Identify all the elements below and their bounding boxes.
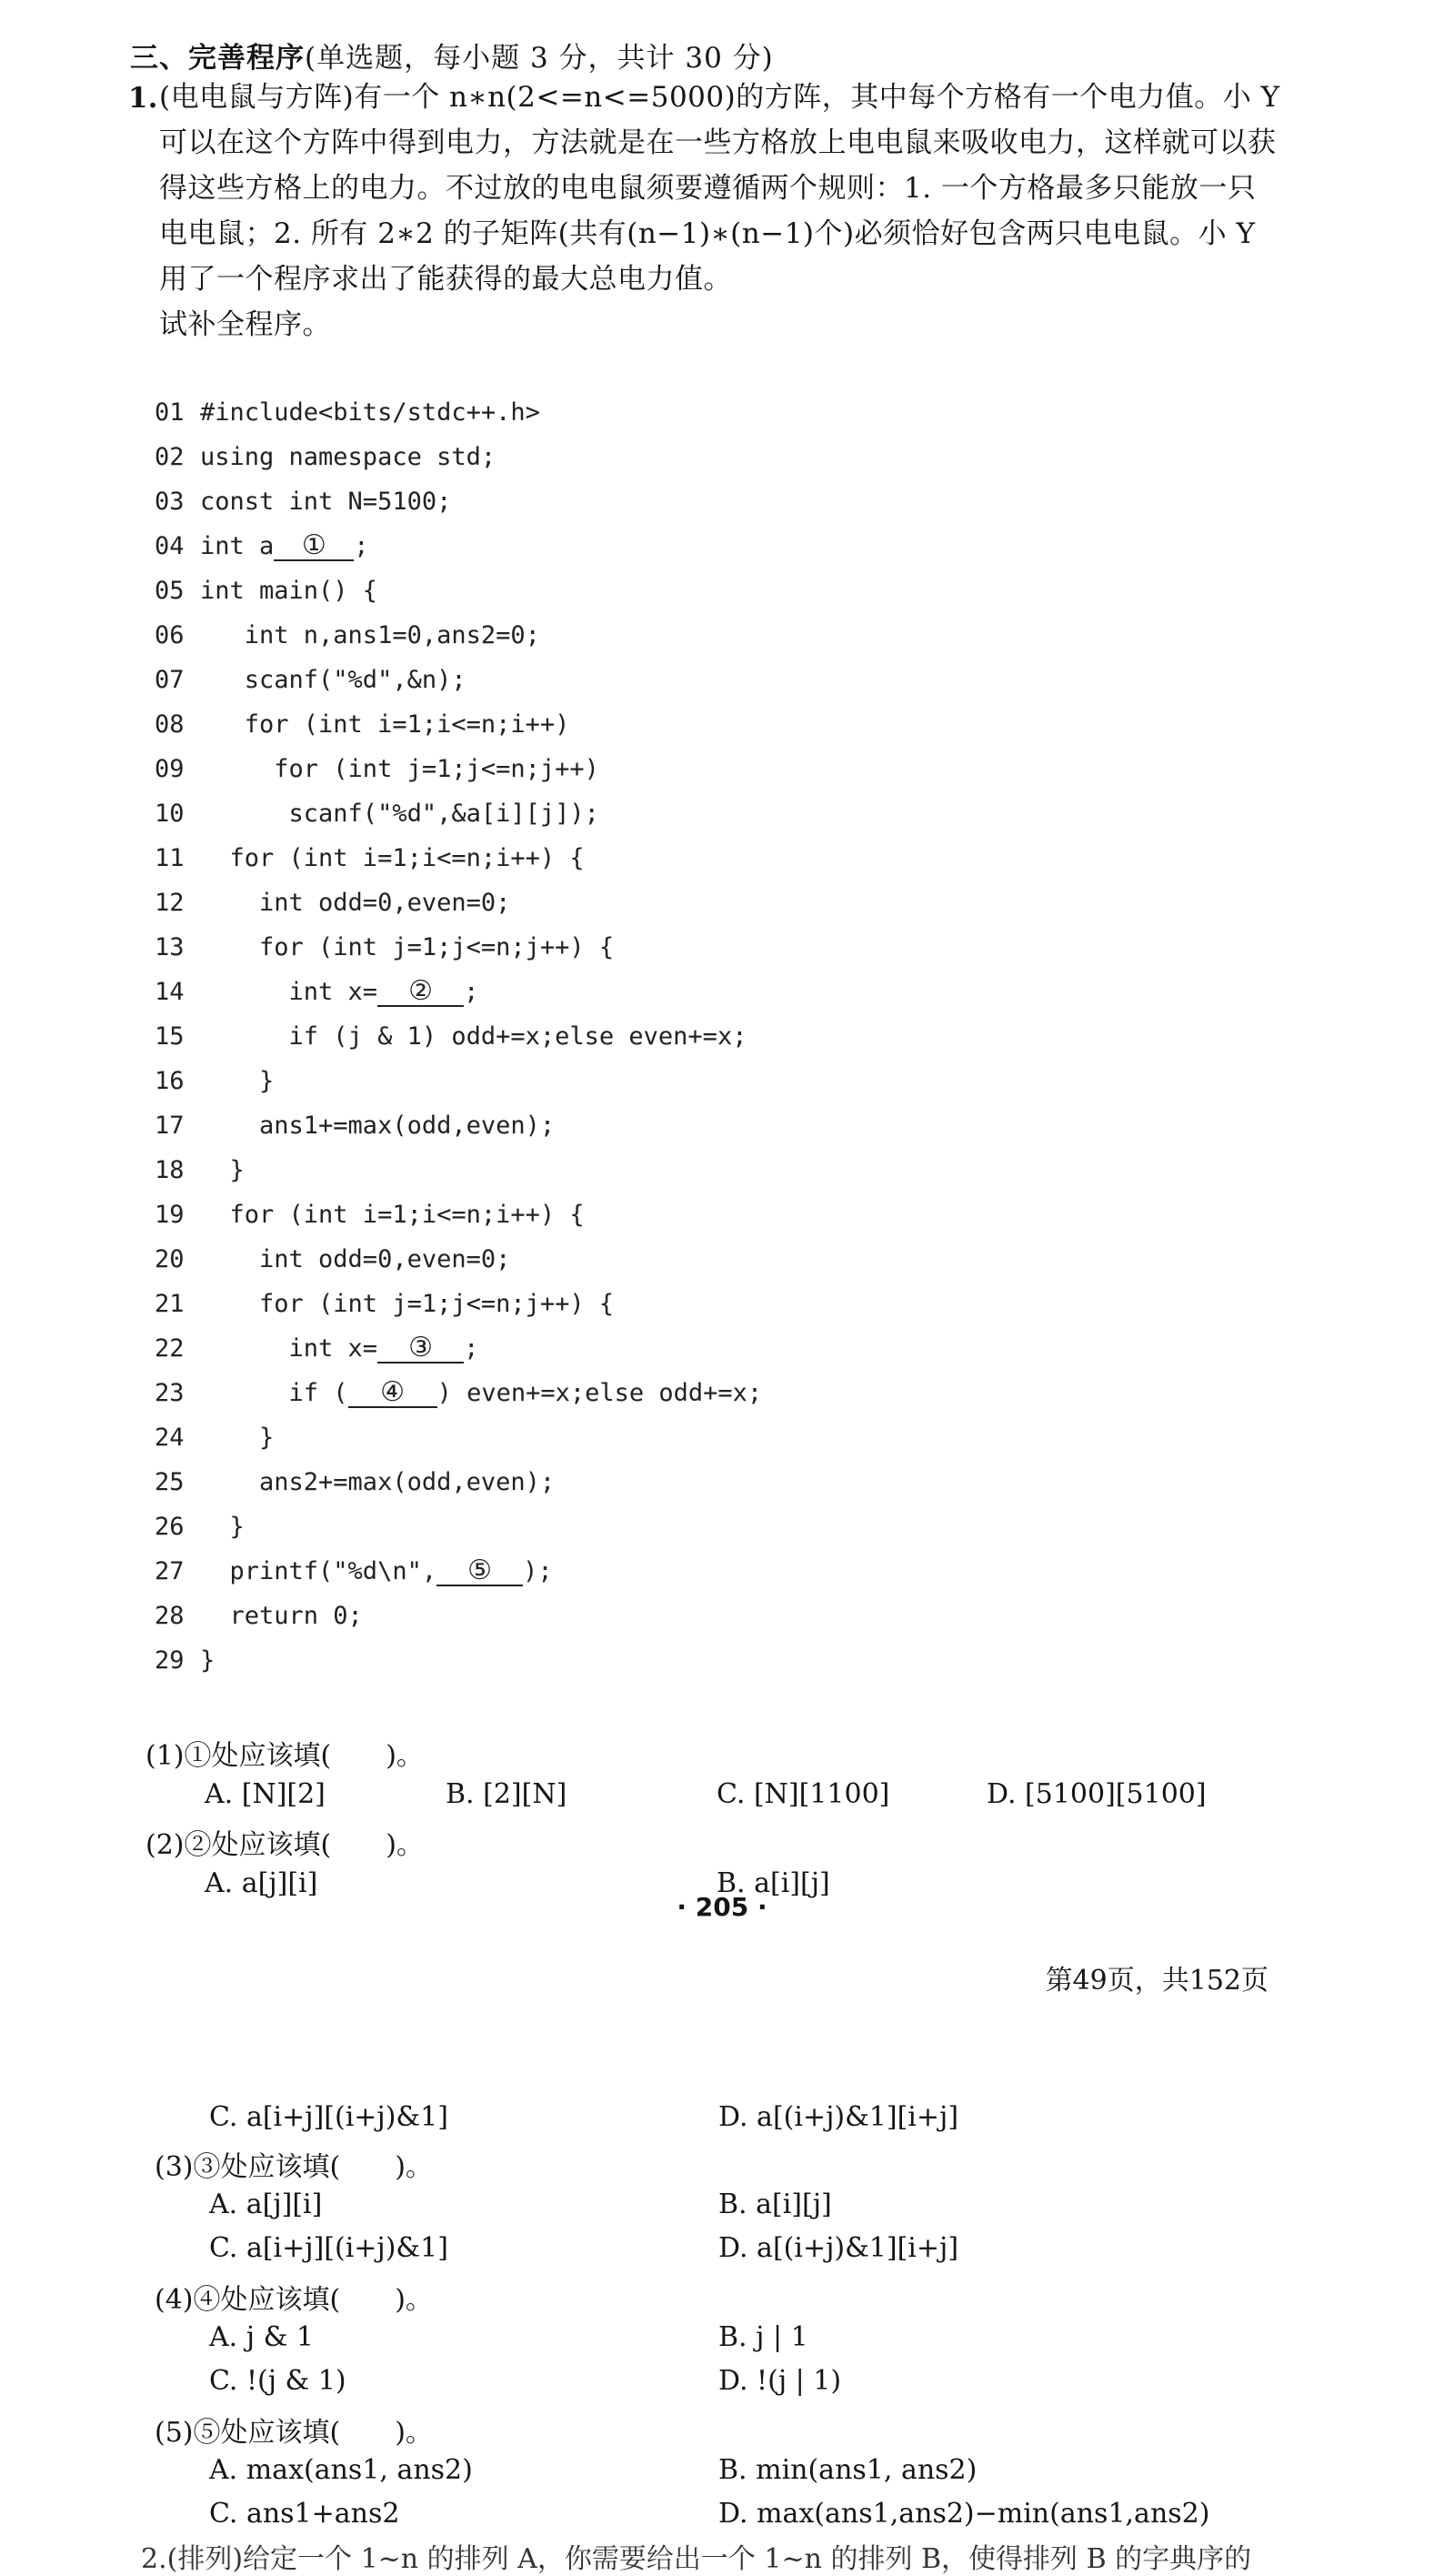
option-c: C. [N][1100] (717, 1778, 890, 1810)
code-line (155, 933, 614, 961)
option-d: D. a[(i+j)&1][i+j] (718, 2232, 959, 2264)
question-label: (2)②处应该填( )。 (145, 1829, 424, 1861)
line-number: 01 (155, 398, 185, 427)
code-line (155, 1602, 363, 1630)
line-number: 15 (155, 1022, 185, 1051)
code-line (155, 1112, 555, 1140)
code-text: int odd=0,even=0; (200, 889, 511, 917)
option-c: C. ans1+ans2 (209, 2498, 400, 2530)
code-line (155, 529, 369, 561)
code-text: for (int i=1;i<=n;i++) (200, 710, 570, 739)
code-text: int odd=0,even=0; (200, 1245, 511, 1273)
line-number: 04 (155, 532, 185, 560)
option-d: D. [5100][5100] (987, 1778, 1207, 1810)
code-line (155, 889, 510, 917)
code-text: ; (464, 978, 479, 1006)
question-label: (4)④处应该填( )。 (155, 2284, 433, 2316)
code-text: for (int j=1;j<=n;j++) { (200, 1290, 615, 1318)
code-line (155, 1513, 245, 1541)
line-number: 05 (155, 577, 185, 605)
line-number: 26 (155, 1513, 185, 1541)
code-line (155, 666, 466, 694)
code-text: int n,ans1=0,ans2=0; (200, 621, 540, 649)
option-d: D. max(ans1,ans2)−min(ans1,ans2) (718, 2498, 1210, 2530)
problem-number: 1. (128, 82, 158, 115)
line-number: 06 (155, 621, 185, 649)
question-label: (3)③处应该填( )。 (155, 2151, 433, 2183)
code-text: ; (464, 1334, 479, 1363)
code-text: } (200, 1513, 245, 1541)
code-line (155, 621, 540, 649)
option-a: A. max(ans1, ans2) (209, 2454, 473, 2486)
fill-blank: ③ (377, 1334, 464, 1363)
code-text: ; (354, 532, 369, 560)
fill-blank: ② (377, 978, 464, 1007)
option-a: A. [N][2] (205, 1778, 326, 1810)
code-line (155, 1424, 274, 1452)
page-number: · 205 · (677, 1892, 767, 1922)
code-text: } (200, 1424, 275, 1452)
line-number: 28 (155, 1602, 185, 1630)
code-text: printf("%d\n", (200, 1557, 437, 1585)
line-number: 07 (155, 666, 185, 694)
line-number: 13 (155, 933, 185, 961)
statement-line: 可以在这个方阵中得到电力，方法就是在一些方格放上电电鼠来吸收电力，这样就可以获 (159, 126, 1277, 159)
code-text: int main() { (200, 577, 378, 605)
line-number: 14 (155, 978, 185, 1006)
code-text: scanf("%d",&a[i][j]); (200, 800, 599, 828)
code-line (155, 1022, 747, 1051)
option-b: B. a[i][j] (718, 2189, 832, 2220)
code-line (155, 975, 479, 1007)
code-text: if (j & 1) odd+=x;else even+=x; (200, 1022, 747, 1051)
code-text: for (int i=1;i<=n;i++) { (200, 844, 585, 872)
code-text: } (200, 1156, 245, 1184)
line-number: 08 (155, 710, 185, 739)
line-number: 22 (155, 1334, 185, 1363)
fill-blank: ④ (348, 1379, 437, 1408)
line-number: 03 (155, 488, 185, 516)
option-c: C. a[i+j][(i+j)&1] (209, 2101, 448, 2133)
code-text: if ( (200, 1379, 348, 1407)
code-line (155, 844, 585, 872)
code-line (155, 398, 540, 427)
code-line (155, 755, 599, 783)
line-number: 09 (155, 755, 185, 783)
code-line (155, 710, 569, 739)
code-line (155, 1201, 585, 1229)
statement-line: (电电鼠与方阵)有一个 n∗n(2<=n<=5000)的方阵，其中每个方格有一个电力值。小 Y (159, 81, 1280, 114)
code-line (155, 1468, 555, 1496)
code-line (155, 1156, 245, 1184)
code-line (155, 1245, 510, 1273)
question-label: (5)⑤处应该填( )。 (155, 2417, 433, 2449)
code-text: for (int j=1;j<=n;j++) { (200, 933, 615, 961)
option-d: D. a[(i+j)&1][i+j] (718, 2101, 959, 2133)
code-text: int x= (200, 1334, 378, 1363)
line-number: 10 (155, 800, 185, 828)
code-line (155, 800, 599, 828)
option-b: B. a[i][j] (717, 1867, 830, 1899)
statement-line: 得这些方格上的电力。不过放的电电鼠须要遵循两个规则：1. 一个方格最多只能放一只 (159, 172, 1257, 205)
code-text: ans2+=max(odd,even); (200, 1468, 556, 1496)
fill-blank: ① (274, 532, 354, 561)
code-text: int x= (200, 978, 378, 1006)
section-title: 三、完善程序(单选题，每小题 3 分，共计 30 分) (130, 42, 774, 75)
code-text: ans1+=max(odd,even); (200, 1112, 556, 1140)
code-line (155, 488, 451, 516)
line-number: 12 (155, 889, 185, 917)
option-a: A. j & 1 (209, 2321, 314, 2353)
line-number: 23 (155, 1379, 185, 1407)
line-number: 11 (155, 844, 185, 872)
line-number: 20 (155, 1245, 185, 1273)
code-line (155, 1646, 215, 1675)
code-text: const int N=5100; (200, 488, 452, 516)
line-number: 21 (155, 1290, 185, 1318)
code-text: for (int i=1;i<=n;i++) { (200, 1201, 585, 1229)
code-text: ); (523, 1557, 553, 1585)
code-text: int a (200, 532, 275, 560)
code-line (155, 1334, 478, 1363)
option-b: B. min(ans1, ans2) (718, 2454, 978, 2486)
line-number: 18 (155, 1156, 185, 1184)
line-number: 16 (155, 1067, 185, 1095)
code-line (155, 1290, 614, 1318)
option-a: A. a[j][i] (205, 1867, 318, 1899)
line-number: 29 (155, 1646, 185, 1675)
page-indicator: 第49页，共152页 (1045, 1965, 1269, 1997)
fill-blank: ⑤ (436, 1557, 523, 1586)
code-text: return 0; (200, 1602, 363, 1630)
line-number: 19 (155, 1201, 185, 1229)
line-number: 25 (155, 1468, 185, 1496)
code-text: for (int j=1;j<=n;j++) (200, 755, 599, 783)
option-d: D. !(j | 1) (718, 2365, 842, 2397)
code-line (155, 1376, 763, 1408)
code-text: } (200, 1067, 275, 1095)
line-number: 27 (155, 1557, 185, 1585)
option-c: C. !(j & 1) (209, 2365, 346, 2397)
code-line (155, 577, 377, 605)
instruction: 试补全程序。 (159, 308, 331, 341)
code-line (155, 1067, 274, 1095)
code-text: ) even+=x;else odd+=x; (436, 1379, 763, 1407)
statement-line: 用了一个程序求出了能获得的最大总电力值。 (159, 263, 732, 296)
line-number: 24 (155, 1424, 185, 1452)
option-b: B. [2][N] (446, 1778, 567, 1810)
option-b: B. j | 1 (718, 2321, 808, 2353)
statement-line: 电电鼠；2. 所有 2∗2 的子矩阵(共有(n−1)∗(n−1)个)必须恰好包含两只电电鼠。小 Y (159, 217, 1256, 250)
line-number: 17 (155, 1112, 185, 1140)
code-text: scanf("%d",&n); (200, 666, 466, 694)
code-text: #include<bits/stdc++.h> (200, 398, 540, 427)
code-line (155, 443, 496, 471)
question-label: (1)①处应该填( )。 (145, 1740, 424, 1772)
problem-statement (159, 75, 1305, 347)
line-number: 02 (155, 443, 185, 471)
code-text: } (200, 1646, 216, 1675)
code-line (155, 1557, 553, 1586)
option-a: A. a[j][i] (209, 2189, 323, 2220)
code-text: using namespace std; (200, 443, 496, 471)
next-question-cutoff: 2.(排列)给定一个 1~n 的排列 A，你需要给出一个 1~n 的排列 B，使得排列 B 的字典序的 (141, 2543, 1252, 2575)
option-c: C. a[i+j][(i+j)&1] (209, 2232, 448, 2264)
